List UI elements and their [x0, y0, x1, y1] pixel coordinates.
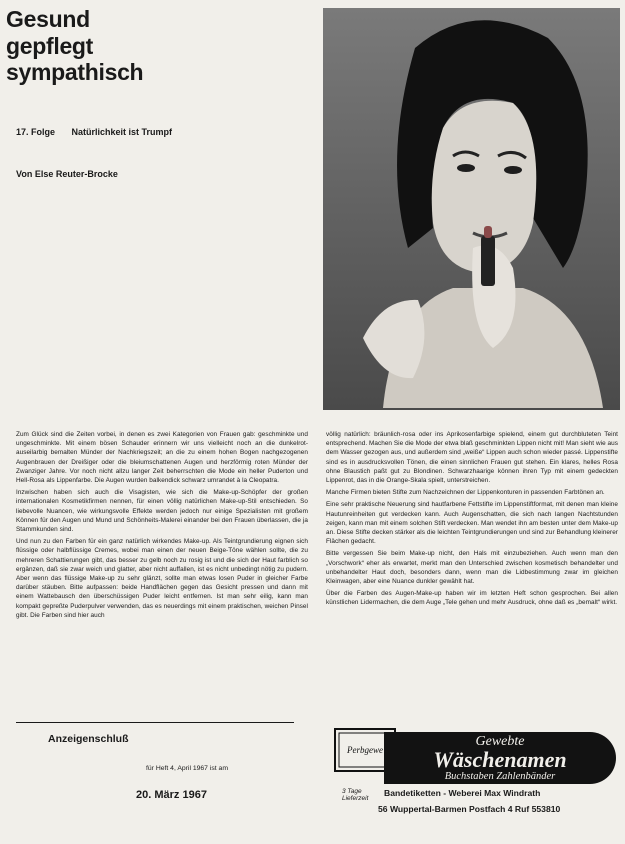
title-line: sympathisch — [6, 59, 144, 85]
paragraph: Bitte vergessen Sie beim Make-up nicht, den Hals mit einzubeziehen. Auch wenn man den „Vorschwork“ eher als erwartet, merkt man den Unterschied zwischen kosmetisch behandelter und unbehandelter Haut doch, besonders dann, wenn man die Lidbestimmung zwar im gleichen Kleinwagen, aber eine Nuance dunkler gewählt hat. — [326, 550, 618, 586]
paragraph: völlig natürlich: bräunlich-rosa oder ins Aprikosenfarbige spielend, einem gut durchbluteten Teint entsprechend. Machen Sie die Mode der etwa blaß geschminkten Lippen nicht mit! Man sieht wie aus dem Wasser gezogen aus, und außerdem sind „weiße“ Lippen auch schon wieder passé. Lippenstifte sind es in ausdrucksvollen Tönen, die einen sinnlichen Frauen gut stehen. Ein klares, helles Rosa ohne Blaustich paßt gut zu Blondinen. Schwarzhaarige können ihren Typ mit einem gedeckten Lippenrot, das in die Orange-Skala spielt, unterstreichen. — [326, 431, 618, 485]
label-weaving-ad — [332, 726, 618, 826]
ad-line-2: Wäschenamen — [433, 747, 567, 772]
firm-name: Bandetiketten - Weberei Max Windrath — [384, 788, 541, 798]
ad-deadline-notice — [16, 722, 294, 819]
logo-text: Perbgewe — [347, 745, 383, 755]
portrait-illustration — [323, 8, 620, 410]
article-column-left — [16, 430, 308, 623]
paragraph: Zum Glück sind die Zeiten vorbei, in denen es zwei Kategorien von Frauen gab: geschminkte und ungeschminkte. Mit einem bösen Schauder erinnern wir uns vielleicht noch an die dunkelrot-auseilarbig bemalten Münder der Nachkriegszeit; an die zu einem hohen Bogen nachgezogenen Augenbrauen der Dreißiger oder die bleiumschattenen Augen und herzförmig roten Münder der Zwanziger Jahre. Vor noch nicht allzu langer Zeit beherrschten die Mode ein heller Puderton und Hell-Rosa als Lippenfarbe. Die Augen wurden balkendick schwarz umrandet à la Cleopatra. — [16, 431, 308, 485]
ad-line-3: Buchstaben Zahlenbänder — [444, 771, 556, 782]
ad-banner — [384, 732, 616, 784]
paragraph: Eine sehr praktische Neuerung sind hautfarbene Fettstifte im Lippenstiftformat, mit denen man kleine Hautunreinheiten gut verdecken kann. Auch Augenschatten, die sich nach langen Nachtstunden zeigen, kann man mit einem solchen Stift verdecken. Man wendet ihn am besten unter dem Make-up an. Diese Stifte decken stärker als die leichten Teintgrundierungen und sind zur Behandlung kleinerer Flächen gedacht. — [326, 501, 618, 546]
title-line: Gesund — [6, 6, 90, 32]
delivery-time: 3 Tage Lieferzeit — [342, 788, 369, 802]
paragraph: Und nun zu den Farben für ein ganz natürlich wirkendes Make-up. Als Teintgrundierung eignen sich flüssige oder halbflüssige Cremes, wobei man einen der neuen Beige-Töne wählen sollte, die zu mehreren Schattierungen gibt, das besser zu gelb noch zu rosig ist und die sich der Haut farblich so ergänzen, daß sie zwar weich und glatter, aber nicht auffallen, ist es nicht unbedingt nötig zu pudern. Aber wenn das flüssige Make-up zu sehr glänzt, sollte man etwas losen Puder in gleicher Farbe darüber stäuben. Bitte aufpassen: beide Handflächen gegen das Gesicht pressen und dann mit einem Wattebausch den überschüssigen Puder leicht entfernen. Ist man sehr eilig, kann man kompakt gepreßte Puderpulver verwenden, das es neuerdings mit einem praktischen, weichen Pinsel gibt. Die Farben sind hier auch — [16, 538, 308, 619]
title-line: gepflegt — [6, 32, 94, 59]
paragraph: Inzwischen haben sich auch die Visagisten, wie sich die Make-up-Schöpfer der großen internationalen Kosmetikfirmen nennen, für einen völlig natürlichen Make-up-Stil entschieden. So liebevolle Nuancen, wie wirkungsvolle Effekte werden jedoch nur einige Spezialisten mit großem Können für den Augen und Mund und Schönheits-Malerei einander bei den Frauen überlassen, die ja Stammkunden sind. — [16, 489, 308, 534]
ad-deadline-date: 20. März 1967 — [136, 789, 207, 801]
ad-line-1: Gewebte — [475, 734, 525, 749]
ad-deadline-heading: Anzeigenschluß — [48, 733, 129, 745]
ad-deadline-meta: für Heft 4, April 1967 ist am — [146, 765, 228, 772]
article-title — [6, 6, 143, 86]
portrait-photo — [323, 8, 620, 410]
series-number: 17. Folge — [16, 127, 56, 137]
paragraph: Über die Farben des Augen-Make-up haben wir im letzten Heft schon gesprochen. Bei allen künstlichen Lidermachen, die dem Auge „Tele gehen und mehr Ausdruck, ohne daß es „bemalt“ wirkt. — [326, 590, 618, 607]
paragraph: Manche Firmen bieten Stifte zum Nachzeichnen der Lippenkonturen in passenden Farbtönen an. — [326, 489, 605, 497]
author-byline: Von Else Reuter-Brocke — [16, 169, 118, 179]
series-line — [16, 127, 172, 137]
firm-address: 56 Wuppertal-Barmen Postfach 4 Ruf 553810 — [378, 804, 561, 814]
article-subtitle: Natürlichkeit ist Trumpf — [71, 127, 173, 137]
article-column-right — [326, 430, 618, 611]
